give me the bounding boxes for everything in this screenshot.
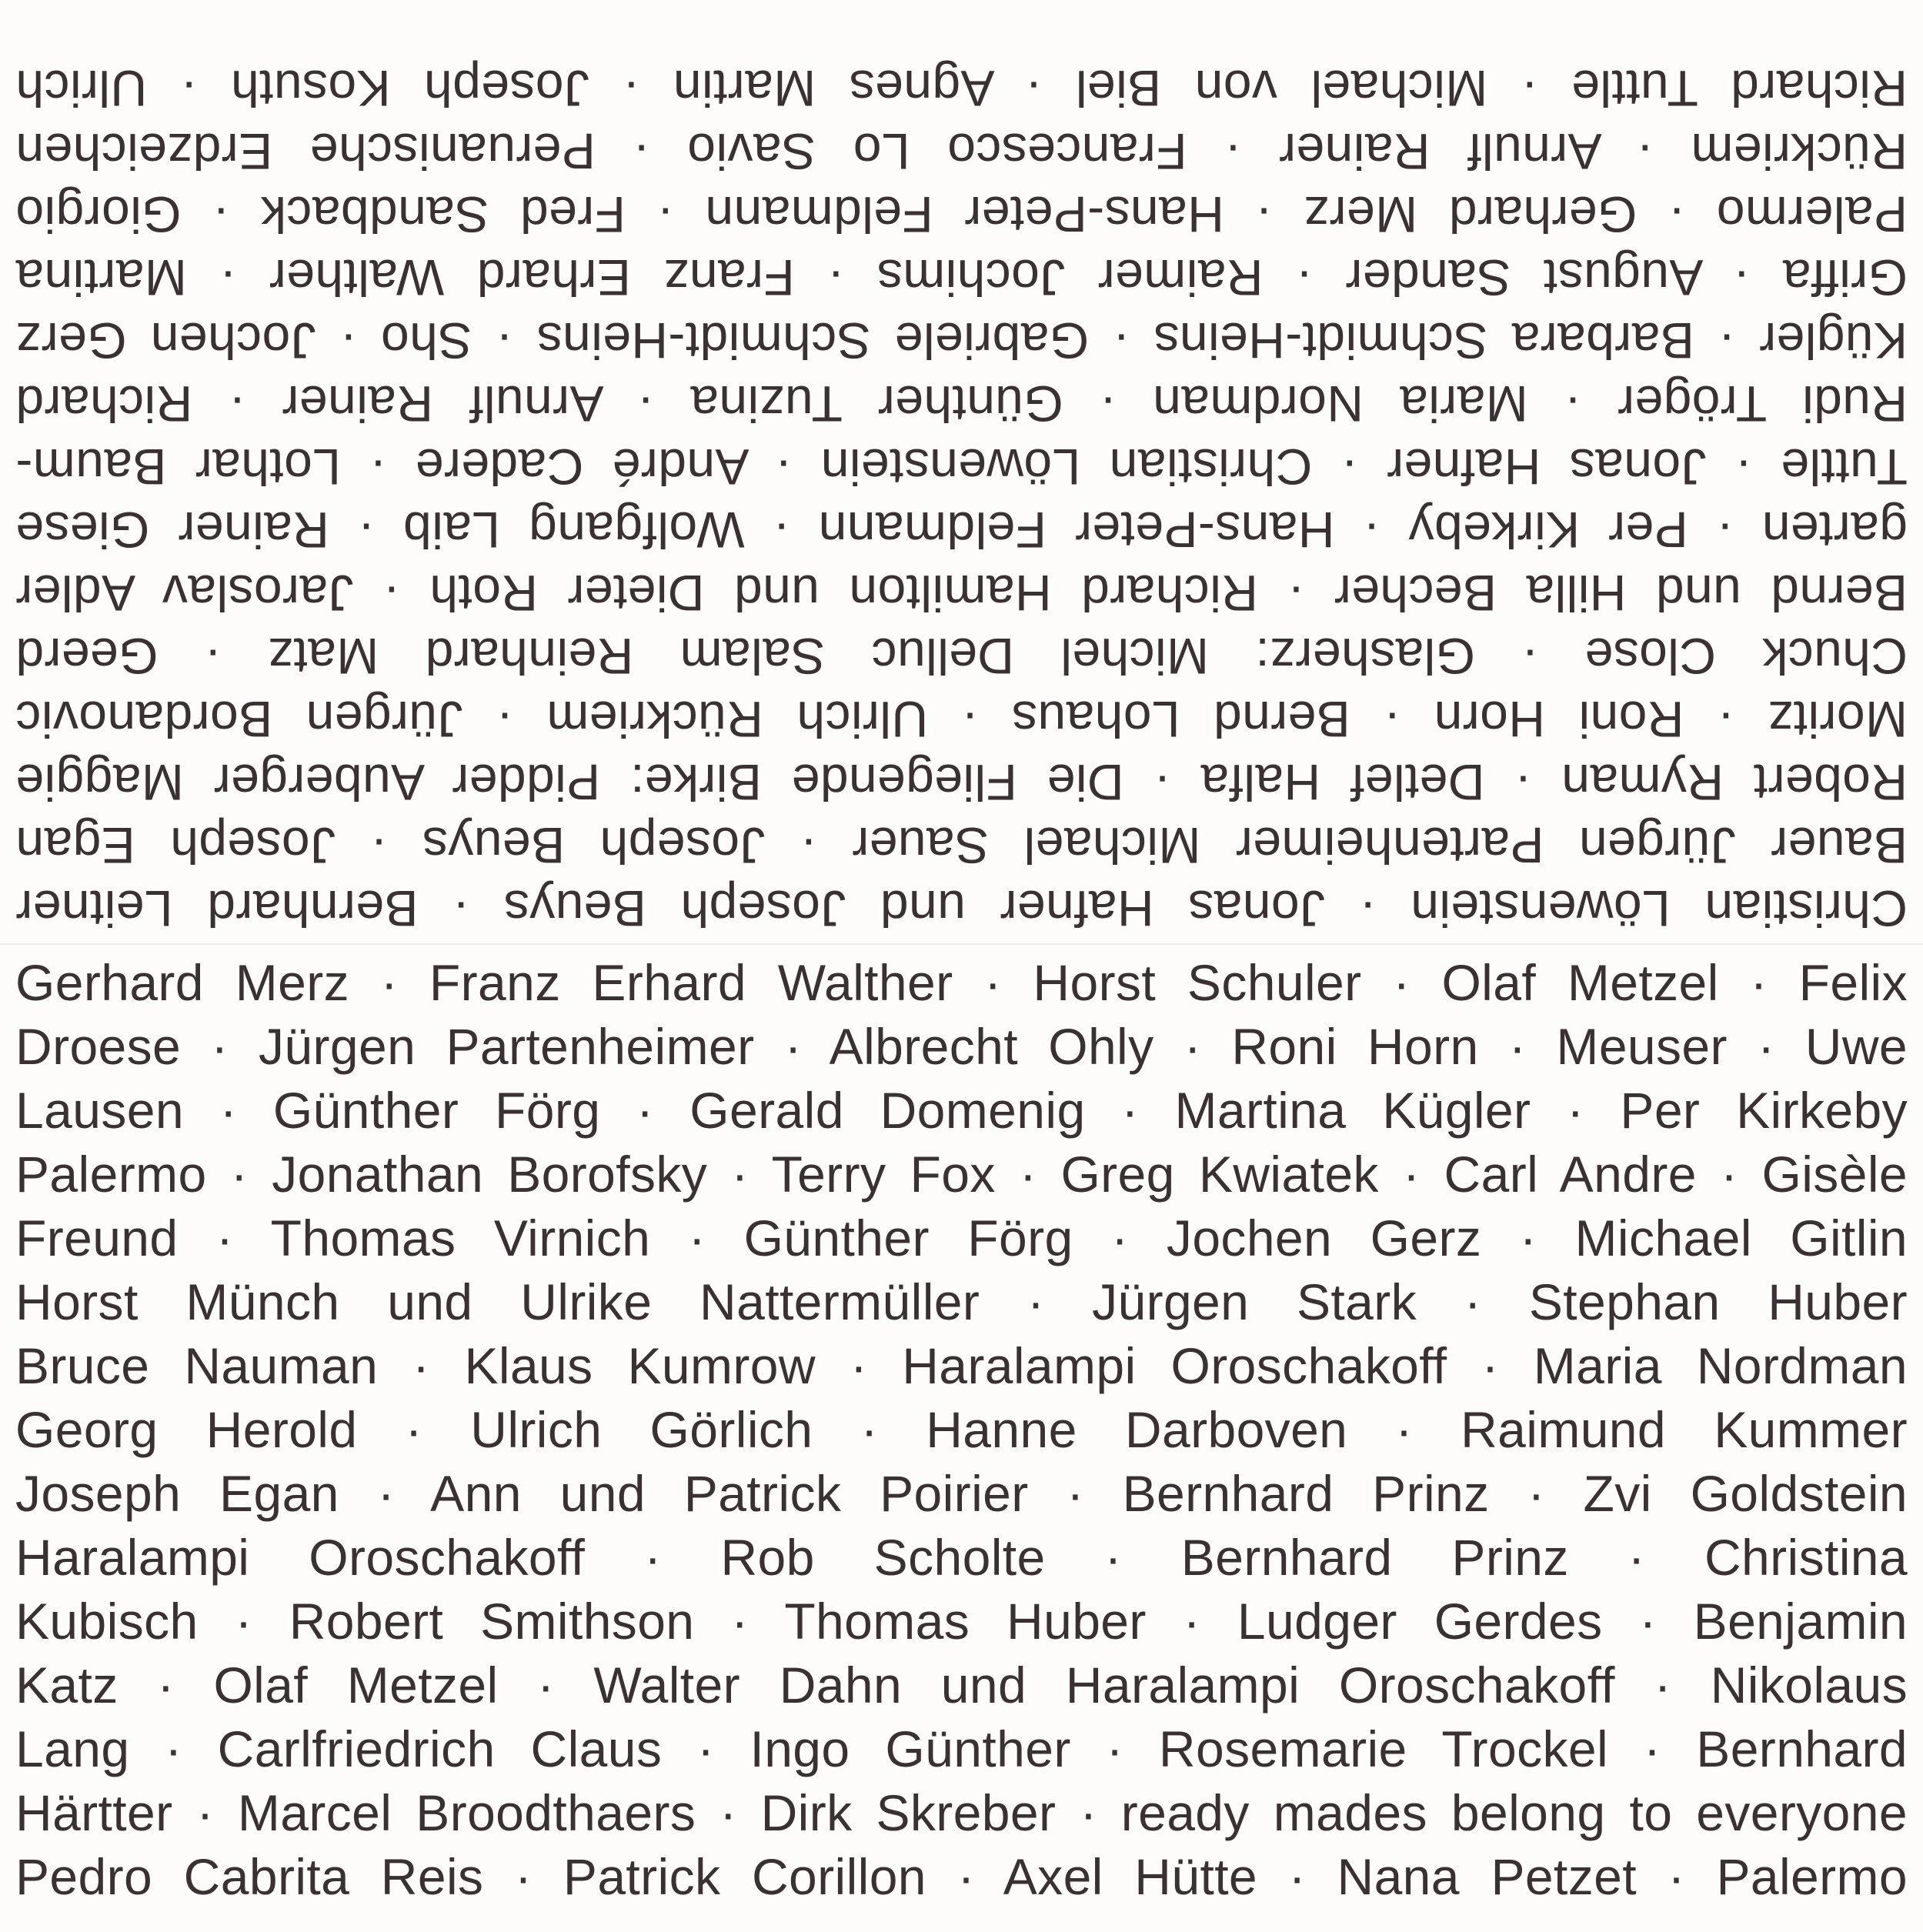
name-line: Richard Tuttle · Michael von Biel · Agnes Martin · Joseph Kosuth · Ulrich xyxy=(15,60,1908,117)
name-line: Rückriem · Arnulf Rainer · Francesco Lo Savio · Peruanische Erdzeichen xyxy=(15,123,1908,180)
name-line: Griffa · August Sander · Raimer Jochims · Franz Erhard Walther · Martina xyxy=(15,249,1908,306)
name-line: Moritz · Roni Horn · Bernd Lohaus · Ulrich Rückriem · Jürgen Bordanovic xyxy=(15,691,1908,748)
name-line: Kubisch · Robert Smithson · Thomas Huber · Ludger Gerdes · Benjamin xyxy=(15,1593,1908,1650)
name-line: Droese · Jürgen Partenheimer · Albrecht Ohly · Roni Horn · Meuser · Uwe xyxy=(15,1018,1908,1075)
name-line: Joseph Egan · Ann und Patrick Poirier · Bernhard Prinz · Zvi Goldstein xyxy=(15,1465,1908,1522)
name-line: Christian Löwenstein · Jonas Hafner und Joseph Beuys · Bernhard Leitner xyxy=(15,880,1908,937)
name-line: Palermo · Jonathan Borofsky · Terry Fox · Greg Kwiatek · Carl Andre · Gisèle xyxy=(15,1146,1908,1203)
name-line: Härtter · Marcel Broodthaers · Dirk Skreber · ready mades belong to everyone xyxy=(15,1784,1908,1841)
name-line: Chuck Close · Glasherz: Michel Delluc Salam Reinhard Matz · Geerd xyxy=(15,628,1908,685)
name-line: Freund · Thomas Virnich · Günther Förg · Jochen Gerz · Michael Gitlin xyxy=(15,1210,1908,1266)
name-line: Kügler · Barbara Schmidt-Heins · Gabriele Schmidt-Heins · Sho · Jochen Gerz xyxy=(15,312,1908,369)
name-line: Bruce Nauman · Klaus Kumrow · Haralampi Oroschakoff · Maria Nordman xyxy=(15,1337,1908,1394)
name-line: Georg Herold · Ulrich Görlich · Hanne Darboven · Raimund Kummer xyxy=(15,1401,1908,1458)
name-line: Gerhard Merz · Franz Erhard Walther · Horst Schuler · Olaf Metzel · Felix xyxy=(15,954,1908,1011)
name-line: Lausen · Günther Förg · Gerald Domenig · Martina Kügler · Per Kirkeby xyxy=(15,1082,1908,1139)
name-line: Bernd und Hilla Becher · Richard Hamilton und Dieter Roth · Jaroslav Adler xyxy=(15,565,1908,622)
name-line: Tuttle · Jonas Hafner · Christian Löwenstein · André Cadere · Lothar Baum- xyxy=(15,439,1908,496)
upright-name-list xyxy=(15,948,1908,1925)
fold-line-divider xyxy=(0,943,1923,945)
name-line: Lang · Carlfriedrich Claus · Ingo Günther · Rosemarie Trockel · Bernhard xyxy=(15,1720,1908,1777)
name-line: Pedro Cabrita Reis · Patrick Corillon · Axel Hütte · Nana Petzet · Palermo xyxy=(15,1848,1908,1905)
name-line: garten · Per Kirkeby · Hans-Peter Feldmann · Wolfgang Laib · Rainer Giese xyxy=(15,502,1908,559)
name-line: Haralampi Oroschakoff · Rob Scholte · Bernhard Prinz · Christina xyxy=(15,1529,1908,1586)
upside-down-name-list xyxy=(15,0,1908,940)
name-line: Robert Ryman · Detlef Halfa · Die Fliegende Birke: Pidder Auberger Maggie xyxy=(15,754,1908,811)
name-line: Bauer Jürgen Partenheimer Michael Sauer · Joseph Beuys · Joseph Egan xyxy=(15,817,1908,874)
name-line: Rudi Tröger · Maria Nordman · Günther Tuzina · Arnulf Rainer · Richard xyxy=(15,375,1908,432)
name-line: Katz · Olaf Metzel · Walter Dahn und Haralampi Oroschakoff · Nikolaus xyxy=(15,1657,1908,1713)
name-line: Palermo · Gerhard Merz · Hans-Peter Feldmann · Fred Sandback · Giorgio xyxy=(15,186,1908,243)
name-line: Horst Münch und Ulrike Nattermüller · Jürgen Stark · Stephan Huber xyxy=(15,1273,1908,1330)
